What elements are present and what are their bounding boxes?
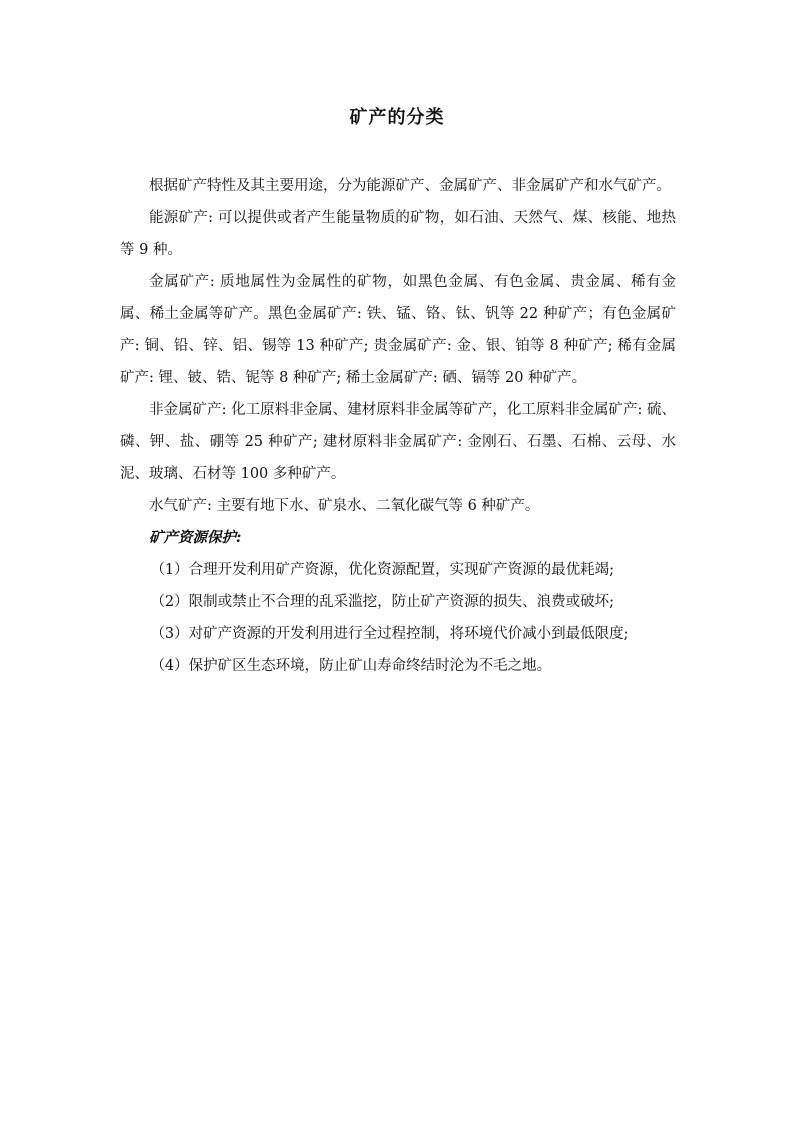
- paragraph-energy-minerals: 能源矿产: 可以提供或者产生能量物质的矿物，如石油、天然气、煤、核能、地热等 9 种。: [120, 210, 676, 258]
- document-body: [120, 170, 676, 682]
- protection-item: （3）对矿产资源的开发利用进行全过程控制，将环境代价减小到最低限度;: [150, 626, 629, 642]
- paragraph-metal-minerals: 金属矿产: 质地属性为金属性的矿物，如黑色金属、有色金属、贵金属、稀有金属、稀土金属等矿产。黑色金属矿产: 铁、锰、铬、钛、钒等 22 种矿产；有色金属矿产: 铜、铅、锌、铝、锡等 13 种矿产; 贵金属矿产: 金、银、铂等 8 种矿产; 稀有金属矿产: 锂、铍、锆、铌等 8 种矿产; 稀土金属矿产: 硒、镉等 20 种矿产。: [120, 274, 676, 386]
- protection-item: （4）保护矿区生态环境，防止矿山寿命终结时沦为不毛之地。: [150, 658, 552, 674]
- protection-item: （2）限制或禁止不合理的乱采滥挖，防止矿产资源的损失、浪费或破坏;: [150, 594, 615, 610]
- protection-heading: 矿产资源保护:: [149, 529, 242, 546]
- page-title: 矿产的分类: [349, 107, 445, 128]
- protection-item: （1）合理开发利用矿产资源，优化资源配置，实现矿产资源的最优耗竭;: [150, 562, 615, 578]
- paragraph-nonmetal-minerals: 非金属矿产: 化工原料非金属、建材原料非金属等矿产，化工原料非金属矿产: 硫、磷、钾、盐、硼等 25 种矿产; 建材原料非金属矿产: 金刚石、石墨、石棉、云母、水泥、玻璃、石材等 100 多种矿产。: [120, 402, 676, 482]
- paragraph-intro: 根据矿产特性及其主要用途，分为能源矿产、金属矿产、非金属矿产和水气矿产。: [149, 178, 671, 194]
- paragraph-water-gas-minerals: 水气矿产: 主要有地下水、矿泉水、二氧化碳气等 6 种矿产。: [149, 498, 540, 514]
